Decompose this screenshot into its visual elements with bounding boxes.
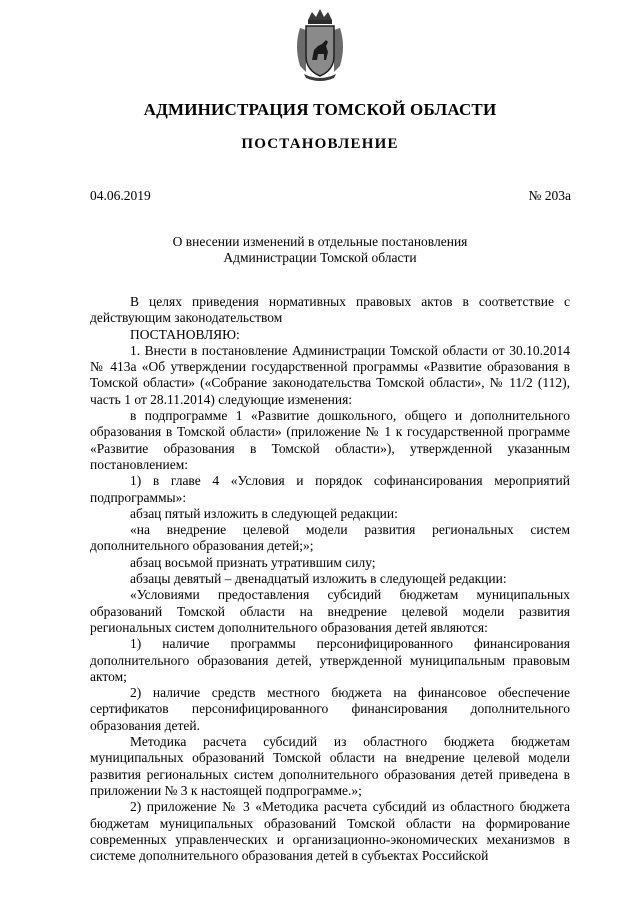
body-paragraph: «Условиями предоставления субсидий бюджетам муниципальных образований Томской области на внедрение целевой модели развития региональных систем дополнительного образования детей являются:	[90, 587, 570, 635]
document-subject	[0, 234, 640, 266]
body-paragraph: «на внедрение целевой модели развития региональных систем дополнительного образования детей;»;	[90, 522, 570, 554]
organization-title: АДМИНИСТРАЦИЯ ТОМСКОЙ ОБЛАСТИ	[143, 100, 497, 119]
body-paragraph: ПОСТАНОВЛЯЮ:	[130, 326, 240, 342]
body-paragraph: Методика расчета субсидий из областного бюджета бюджетам муниципальных образований Томской области на внедрение целевой модели развития региональных систем дополнительного образования детей приведена в приложении № 3 к настоящей подпрограмме.»;	[90, 734, 570, 798]
body-paragraph: 1. Внести в постановление Администрации Томской области от 30.10.2014 № 413а «Об утверждении государственной программы «Развитие образования в Томской области» («Собрание законодательства Томской области», № 11/2 (112), часть 1 от 28.11.2014) следующие изменения:	[90, 342, 570, 407]
document-number: № 203а	[528, 188, 571, 203]
coat-of-arms-icon	[290, 6, 350, 82]
body-paragraph: 2) наличие средств местного бюджета на финансовое обеспечение сертификатов персонифицированного финансирования дополнительного образования детей.	[90, 685, 570, 733]
body-paragraph: абзац восьмой признать утратившим силу;	[130, 554, 376, 570]
body-paragraph: абзац пятый изложить в следующей редакции:	[130, 505, 398, 521]
body-paragraph: в подпрограмме 1 «Развитие дошкольного, общего и дополнительного образования в Томской области» (приложение № 1 к государственной программе «Развитие образования в Томской области»), утвержденной указанным постановлением:	[90, 408, 570, 472]
subject-line: Администрации Томской области	[223, 250, 417, 265]
body-paragraph: 1) наличие программы персонифицированного финансирования дополнительного образования детей, утвержденной муниципальным правовым актом;	[90, 636, 570, 684]
body-paragraph: В целях приведения нормативных правовых актов в соответствие с действующим законодательством	[90, 294, 570, 326]
body-paragraph: 2) приложение № 3 «Методика расчета субсидий из областного бюджета бюджетам муниципальных образований Томской области на формирование современных управленческих и организационно-экономических механизмов в системе дополнительного образования детей в субъектах Российской	[90, 799, 570, 864]
document-body	[90, 294, 570, 864]
document-type: ПОСТАНОВЛЕНИЕ	[241, 136, 399, 152]
document-date: 04.06.2019	[90, 188, 151, 203]
subject-line: О внесении изменений в отдельные постановления	[172, 234, 468, 249]
body-paragraph: абзацы девятый – двенадцатый изложить в следующей редакции:	[130, 571, 507, 587]
body-paragraph: 1) в главе 4 «Условия и порядок софинансирования мероприятий подпрограммы»:	[90, 473, 570, 505]
